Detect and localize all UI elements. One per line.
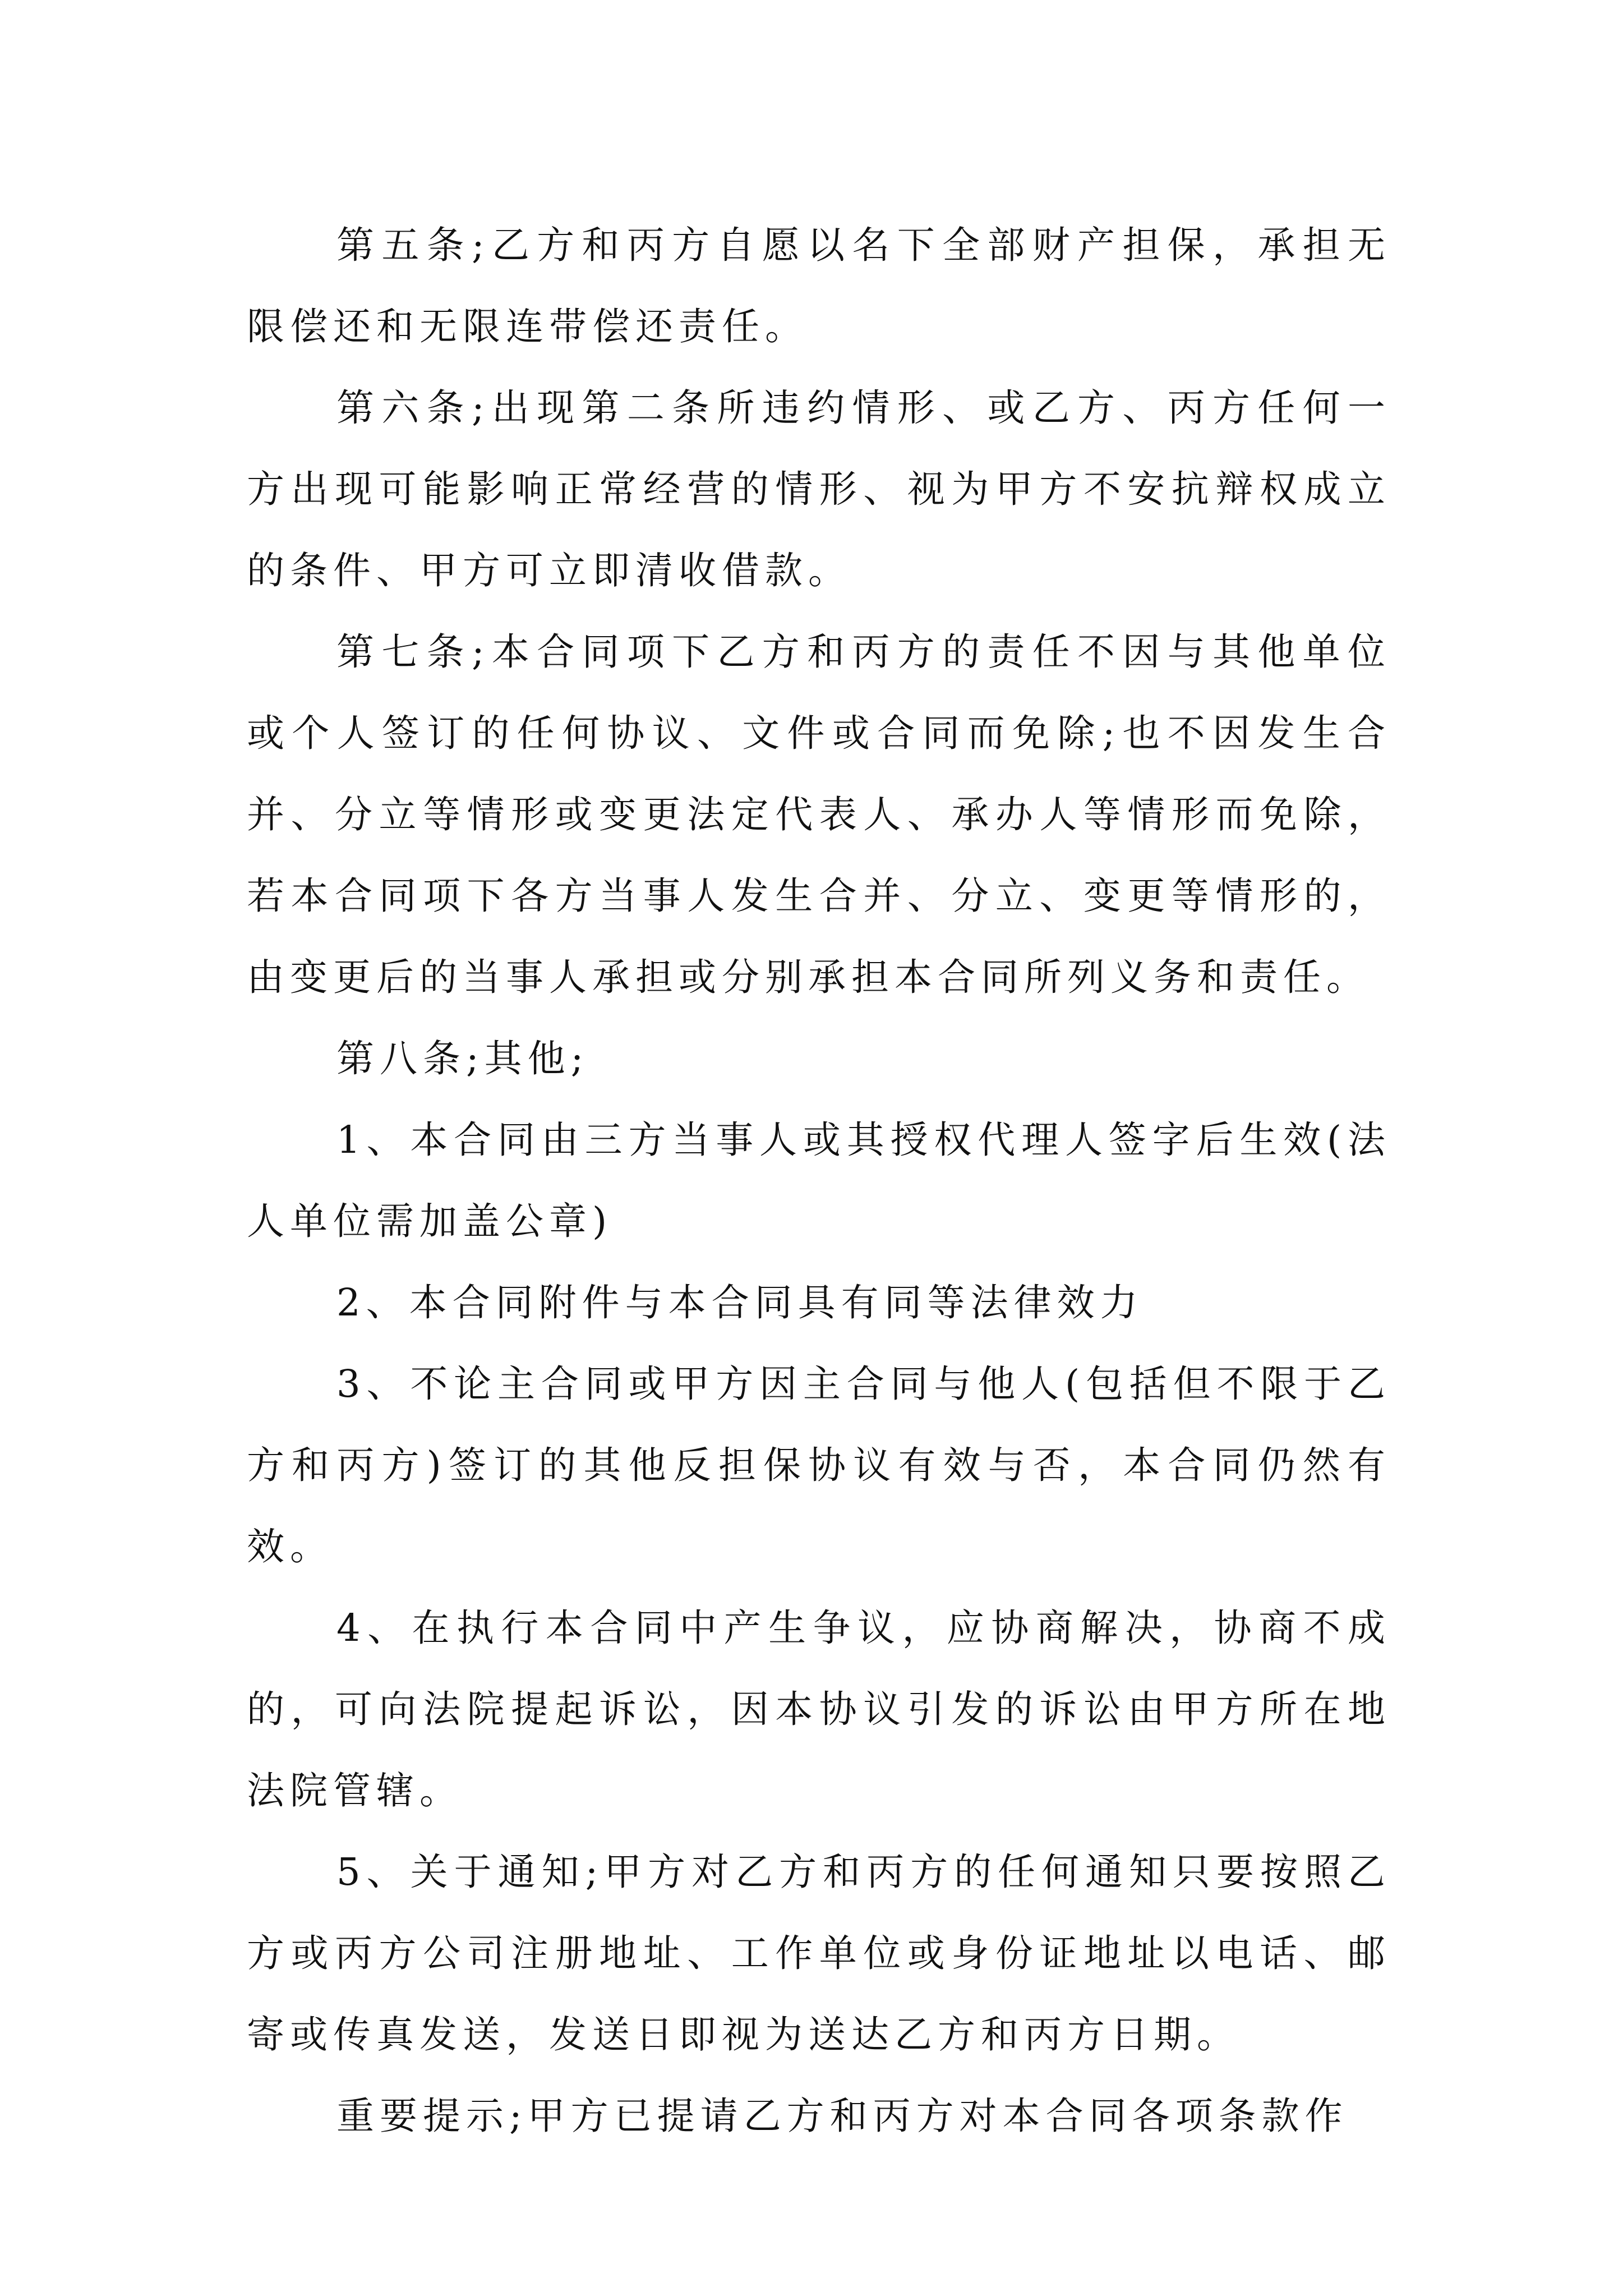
- paragraph-item-4: 4、在执行本合同中产生争议，应协商解决，协商不成的，可向法院提起诉讼，因本协议引发的诉讼由甲方所在地法院管辖。: [247, 1606, 1391, 1812]
- paragraph-item-2: 2、本合同附件与本合同具有同等法律效力: [336, 1281, 1144, 1324]
- paragraph-item-5: 5、关于通知;甲方对乙方和丙方的任何通知只要按照乙方或丙方公司注册地址、工作单位或身份证地址以电话、邮寄或传真发送，发送日即视为送达乙方和丙方日期。: [247, 1850, 1391, 2056]
- paragraph-important-notice: 重要提示;甲方已提请乙方和丙方对本合同各项条款作: [336, 2094, 1348, 2138]
- paragraph-article-5: 第五条;乙方和丙方自愿以名下全部财产担保，承担无限偿还和无限连带偿还责任。: [247, 223, 1391, 348]
- paragraph-item-1: 1、本合同由三方当事人或其授权代理人签字后生效(法人单位需加盖公章): [247, 1118, 1391, 1243]
- paragraph-item-3: 3、不论主合同或甲方因主合同与他人(包括但不限于乙方和丙方)签订的其他反担保协议有效与否，本合同仍然有效。: [247, 1362, 1391, 1568]
- document-body: [247, 205, 1391, 2157]
- paragraph-article-6: 第六条;出现第二条所违约情形、或乙方、丙方任何一方出现可能影响正常经营的情形、视为甲方不安抗辩权成立的条件、甲方可立即清收借款。: [247, 386, 1391, 592]
- paragraph-article-7: 第七条;本合同项下乙方和丙方的责任不因与其他单位或个人签订的任何协议、文件或合同而免除;也不因发生合并、分立等情形或变更法定代表人、承办人等情形而免除，若本合同项下各方当事人发生合并、分立、变更等情形的，由变更后的当事人承担或分别承担本合同所列义务和责任。: [247, 630, 1391, 999]
- paragraph-article-8-heading: 第八条;其他;: [336, 1037, 589, 1080]
